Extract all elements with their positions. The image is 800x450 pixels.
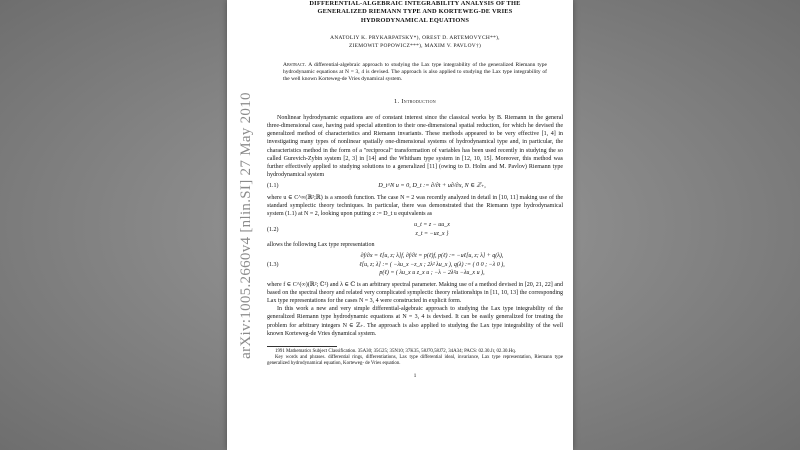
equation-1-3 xyxy=(267,252,563,277)
equation-line: p(ℓ) = ( λu_x u z_x u ; −λ − 2λ²u −λu_x u ), xyxy=(379,270,485,277)
arxiv-stamp xyxy=(229,0,263,450)
equation-number: (1.2) xyxy=(267,226,279,233)
equation-line: u_t = z − uu_x xyxy=(414,222,450,229)
paragraph-1: Nonlinear hydrodynamic equations are of constant interest since the classical works by B. Riemann in the general three-dimensional case, having paid special attention to their one-dimensional spatial reduction, for which he devised the generalized method of characteristics and Riemann invariants. These methods appeared to be very effective [1, 4] in investigating many types of nonlinear spatially one-dimensional systems of hydrodynamical type and, in particular, the characteristics method in the form of a "reciprocal" transformation of variables has been used recently in studying the so called Gurevich-Zybin system [2, 3] in [14] and the Whitham type system in [12, 10, 15]. Moreover, this method was further effectively applied to studying solutions to a generalized [11] (owing to D. Holm and M. Pavlov) Riemann type hydrodynamical system xyxy=(267,114,563,179)
equation-1-1 xyxy=(267,182,563,190)
abstract xyxy=(283,62,547,84)
equation-line: ∂f/∂x = ℓ[u, z; λ]f, ∂f/∂t = p(ℓ)f, p(ℓ) := −uℓ[u, z; λ] + q(λ), xyxy=(360,253,504,260)
abstract-label: Abstract. xyxy=(283,62,307,69)
paragraph-3: allows the following Lax type representation xyxy=(267,242,375,249)
equation-1-2 xyxy=(267,221,563,238)
paper-title xyxy=(267,0,563,25)
title-line-3: HYDRODYNAMICAL EQUATIONS xyxy=(360,16,470,24)
authors-line-2: ZIEMOWIT POPOWICZ***), MAXIM V. PAVLOV†) xyxy=(348,42,482,49)
paragraph-2: where u ∈ C^∞(ℝ²;ℝ) is a smooth function. The case N = 2 was recently analyzed in detail in [10, 11] making use of the standard symplectic theory techniques. In particular, there was demonstrated that the Riemann type hydrodynamical system (1.1) at N = 2, looking upon putting z := D_t u equivalents as xyxy=(267,194,563,218)
authors xyxy=(267,35,563,50)
paragraph-5: In this work a new and very simple differential-algebraic approach to studying the Lax type integrability of the generalized Riemann type hydrodynamic equations at N = 3, 4 is devised. It can be easily generalized for treating the problem for arbitrary integers N ∈ ℤ₊. The approach is also applied to studying the Lax type integrability of the well known Korteweg-de Vries dynamical system. xyxy=(267,306,563,337)
equation-body: D_t^N u = 0, D_t := ∂/∂t + u∂/∂x, N ∈ ℤ₊, xyxy=(378,182,486,190)
footnote-keywords: Key words and phrases. differential rings, differentiations, Lax type differential ideal, invariance, Lax type representation, Riemann type generalized hydrodynamical equation, Korteweg- de Vries equation. xyxy=(267,355,563,367)
arxiv-stamp-text: arXiv:1005.2660v4 [nlin.SI] 27 May 2010 xyxy=(237,91,254,359)
title-line-2: GENERALIZED RIEMANN TYPE AND KORTEWEG-DE VRIES xyxy=(317,8,513,16)
equation-line: z_t = −uz_x } xyxy=(415,230,449,237)
equation-number: (1.3) xyxy=(267,261,279,268)
abstract-text: A differential-algebraic approach to studying the Lax type integrability of the generalized Riemann type hydrodynamic equations at N = 3, 4 is devised. The approach is also applied to studying the Lax type integrability of the well known Korteweg-de Vries dynamical system. xyxy=(283,62,547,83)
equation-line: ℓ[u, z; λ] := ( −λu_x −z_x ; 2λ² λu_x ), q(λ) := ( 0 0 ; −λ 0 ), xyxy=(359,261,505,268)
pdf-page[interactable] xyxy=(227,0,573,450)
section-title: 1. Introduction xyxy=(394,97,436,105)
page-content xyxy=(267,0,563,380)
footnote-msc: 1991 Mathematics Subject Classification. 35A30; 35G25; 35N10; 37K35, 58J70,58J72, 34A34; PACS: 02.30.Jr, 02.30.Hq. xyxy=(275,348,516,354)
equation-number: (1.1) xyxy=(267,183,279,190)
authors-line-1: ANATOLIY K. PRYKARPATSKY*), OREST D. ARTEMOVYCH**), xyxy=(330,35,500,42)
paragraph-4: where f ∈ C^(∞)(ℝ²; ℂ²) and λ ∈ ℂ is an arbitrary spectral parameter. Making use of a method devised in [20, 21, 22] and based on the spectral theory and related very complicated symplectic theory relationships in [11, 10, 13] the corresponding Lax type representations for the cases N = 3, 4 were constructed in explicit form. xyxy=(267,281,563,304)
title-line-1: DIFFERENTIAL-ALGEBRAIC INTEGRABILITY ANALYSIS OF THE xyxy=(309,0,521,7)
page-number: 1 xyxy=(413,372,417,379)
